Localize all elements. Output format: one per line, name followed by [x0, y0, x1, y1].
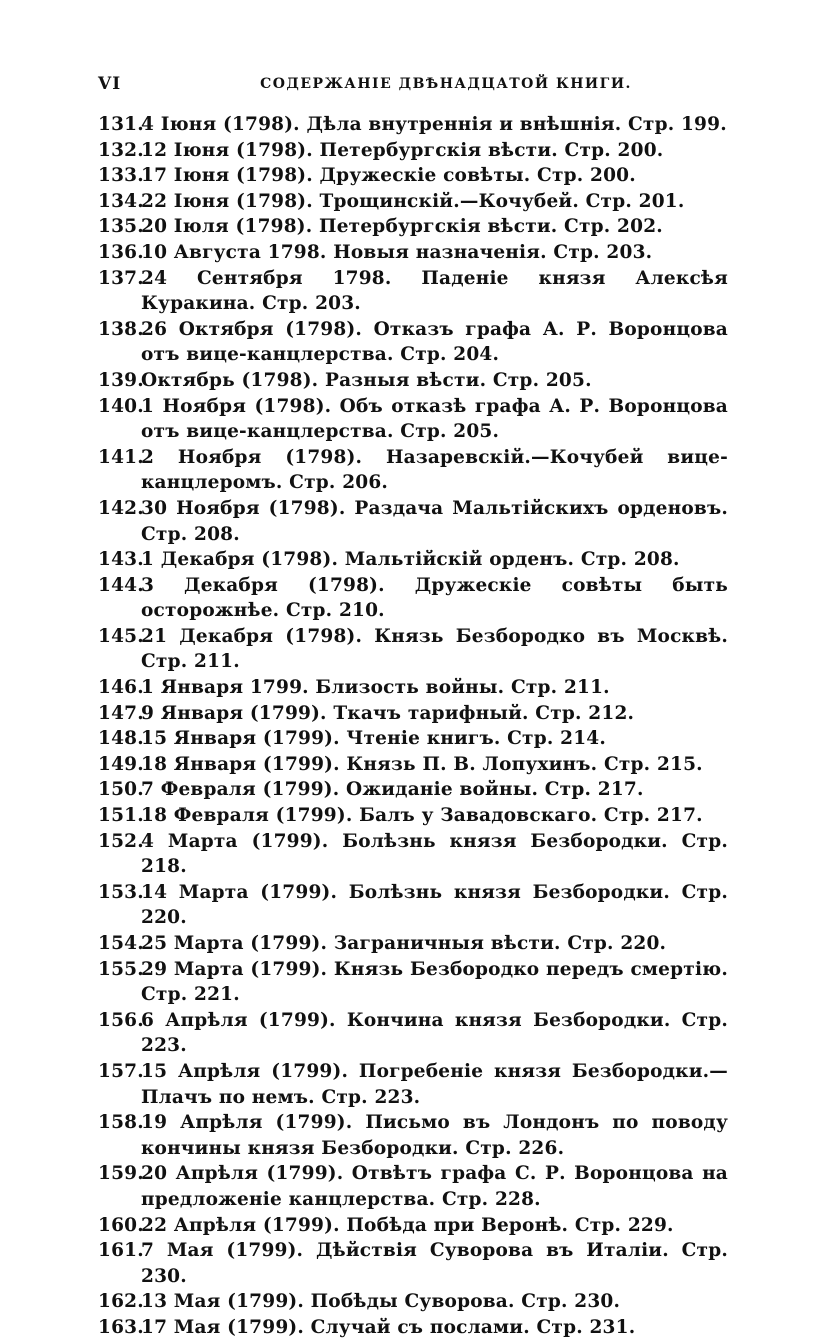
entry-number: 152. — [98, 830, 144, 852]
entry-text: 1 Января 1799. Близость войны. Стр. 211. — [141, 677, 610, 699]
entry-number: 133. — [98, 165, 144, 187]
entry-text: 6 Апрѣля (1799). Кончина князя Безбородки. Стр. 223. — [141, 1009, 728, 1057]
entry-number: 147. — [98, 702, 144, 724]
entry-number: 157. — [98, 1060, 144, 1082]
toc-entry — [98, 445, 728, 496]
entry-text: 17 Іюня (1798). Дружескіе совѣты. Стр. 200. — [141, 165, 636, 187]
entry-number: 154. — [98, 933, 144, 954]
toc-entry — [98, 163, 728, 189]
entry-number: 156. — [98, 1009, 144, 1031]
toc-entry — [98, 1008, 728, 1059]
entry-text: 18 Января (1799). Князь П. В. Лопухинъ. Стр. 215. — [141, 753, 703, 775]
toc-entry — [98, 240, 728, 266]
entry-text: 17 Мая (1799). Случай съ послами. Стр. 231. — [141, 1316, 636, 1338]
entry-number: 153. — [98, 881, 144, 903]
toc-entry — [98, 1213, 728, 1239]
toc-entry — [98, 138, 728, 164]
entry-text: 14 Марта (1799). Болѣзнь князя Безбородки. Стр. 220. — [141, 881, 728, 929]
entry-text: 12 Іюня (1798). Петербургскія вѣсти. Стр. 200. — [141, 139, 664, 161]
toc-entry — [98, 1238, 728, 1289]
entry-number: 143. — [98, 549, 144, 571]
entry-text: 20 Апрѣля (1799). Отвѣтъ графа С. Р. Воронцова на предложеніе канцлерства. Стр. 228. — [141, 1163, 728, 1210]
entry-number: 148. — [98, 728, 144, 750]
entry-text: 15 Января (1799). Чтеніе книгъ. Стр. 214. — [141, 728, 606, 750]
toc-entry — [98, 880, 728, 931]
entry-number: 131. — [98, 114, 144, 135]
entry-number: 161. — [98, 1240, 144, 1262]
toc-entry — [98, 701, 728, 727]
toc-entry — [98, 214, 728, 240]
entry-text: 30 Ноября (1798). Раздача Мальтійскихъ орденовъ. Стр. 208. — [141, 497, 728, 545]
toc-entry — [98, 189, 728, 215]
toc-entry — [98, 573, 728, 624]
entry-text: 3 Декабря (1798). Дружескіе совѣты быть осторожнѣе. Стр. 210. — [141, 574, 728, 622]
entry-text: 7 Мая (1799). Дѣйствія Суворова въ Италіи. Стр. 230. — [141, 1240, 728, 1287]
entry-number: 134. — [98, 190, 144, 212]
entry-text: 13 Мая (1799). Побѣды Суворова. Стр. 230. — [141, 1291, 621, 1313]
toc-entry — [98, 829, 728, 880]
toc-entry — [98, 1059, 728, 1110]
entry-text: 24 Сентября 1798. Паденіе князя Алексѣя Куракина. Стр. 203. — [141, 267, 728, 315]
entry-text: 7 Февраля (1799). Ожиданіе войны. Стр. 217. — [141, 779, 644, 801]
entry-text: 1 Декабря (1798). Мальтійскій орденъ. Стр. 208. — [141, 549, 680, 571]
entry-text: 9 Января (1799). Ткачъ тарифный. Стр. 212. — [141, 702, 635, 724]
entry-number: 136. — [98, 241, 144, 263]
entry-number: 132. — [98, 139, 144, 161]
toc-entry — [98, 496, 728, 547]
toc-entry — [98, 624, 728, 675]
page-header — [98, 74, 718, 96]
entry-text: 4 Іюня (1798). Дѣла внутреннія и внѣшнія. Стр. 199. — [141, 114, 727, 135]
entry-text: 2 Ноября (1798). Назаревскій.—Кочубей вице-канцлеромъ. Стр. 206. — [141, 446, 728, 494]
toc-entry — [98, 777, 728, 803]
entry-text: 20 Іюля (1798). Петербургскія вѣсти. Стр. 202. — [141, 216, 663, 238]
entry-number: 158. — [98, 1112, 144, 1134]
entry-text: 25 Марта (1799). Заграничныя вѣсти. Стр. 220. — [141, 933, 667, 954]
toc-entry — [98, 726, 728, 752]
entry-number: 145. — [98, 625, 144, 647]
entry-number: 142. — [98, 497, 144, 519]
entry-text: 19 Апрѣля (1799). Письмо въ Лондонъ по поводу кончины князя Безбородки. Стр. 226. — [141, 1112, 728, 1159]
toc-entry — [98, 675, 728, 701]
entry-text: 18 Февраля (1799). Балъ у Завадовскаго. Стр. 217. — [141, 805, 703, 827]
toc-entry — [98, 1289, 728, 1315]
entry-text: 4 Марта (1799). Болѣзнь князя Безбородки. Стр. 218. — [141, 830, 728, 878]
table-of-contents — [98, 112, 728, 1341]
entry-number: 149. — [98, 753, 144, 775]
entry-number: 163. — [98, 1316, 144, 1338]
toc-entry — [98, 1161, 728, 1212]
entry-number: 151. — [98, 805, 144, 827]
entry-text: 10 Августа 1798. Новыя назначенія. Стр. 203. — [141, 241, 653, 263]
entry-number: 160. — [98, 1214, 144, 1236]
toc-entry — [98, 317, 728, 368]
entry-number: 135. — [98, 216, 144, 238]
toc-entry — [98, 752, 728, 778]
entry-number: 141. — [98, 446, 144, 468]
entry-number: 162. — [98, 1291, 144, 1313]
toc-entry — [98, 547, 728, 573]
entry-number: 146. — [98, 677, 144, 699]
entry-text: 22 Апрѣля (1799). Побѣда при Веронѣ. Стр. 229. — [141, 1214, 674, 1236]
toc-entry — [98, 931, 728, 957]
toc-entry — [98, 112, 728, 138]
toc-entry — [98, 803, 728, 829]
toc-entry — [98, 1110, 728, 1161]
toc-entry — [98, 368, 728, 394]
entry-text: 26 Октября (1798). Отказъ графа А. Р. Воронцова отъ вице-канцлерства. Стр. 204. — [141, 318, 728, 366]
entry-number: 140. — [98, 395, 144, 417]
entry-number: 150. — [98, 779, 144, 801]
entry-text: 29 Марта (1799). Князь Безбородко передъ смертію. Стр. 221. — [141, 958, 728, 1006]
toc-entry — [98, 266, 728, 317]
entry-text: 21 Декабря (1798). Князь Безбородко въ Москвѣ. Стр. 211. — [141, 625, 728, 673]
entry-number: 144. — [98, 574, 144, 596]
entry-number: 159. — [98, 1163, 144, 1185]
running-head: СОДЕРЖАНІЕ ДВѢНАДЦАТОЙ КНИГИ. — [260, 76, 632, 92]
entry-text: Октябрь (1798). Разныя вѣсти. Стр. 205. — [141, 369, 592, 391]
entry-number: 155. — [98, 958, 144, 980]
toc-entry — [98, 394, 728, 445]
page-number: VI — [98, 74, 122, 94]
entry-text: 22 Іюня (1798). Трощинскій.—Кочубей. Стр. 201. — [141, 190, 685, 212]
entry-number: 138. — [98, 318, 144, 340]
toc-entry — [98, 1315, 728, 1341]
entry-number: 139. — [98, 369, 144, 391]
entry-text: 15 Апрѣля (1799). Погребеніе князя Безбородки.—Плачъ по немъ. Стр. 223. — [141, 1060, 728, 1108]
entry-number: 137. — [98, 267, 144, 289]
entry-text: 1 Ноября (1798). Объ отказѣ графа А. Р. Воронцова отъ вице-канцлерства. Стр. 205. — [141, 395, 728, 443]
toc-entry — [98, 957, 728, 1008]
